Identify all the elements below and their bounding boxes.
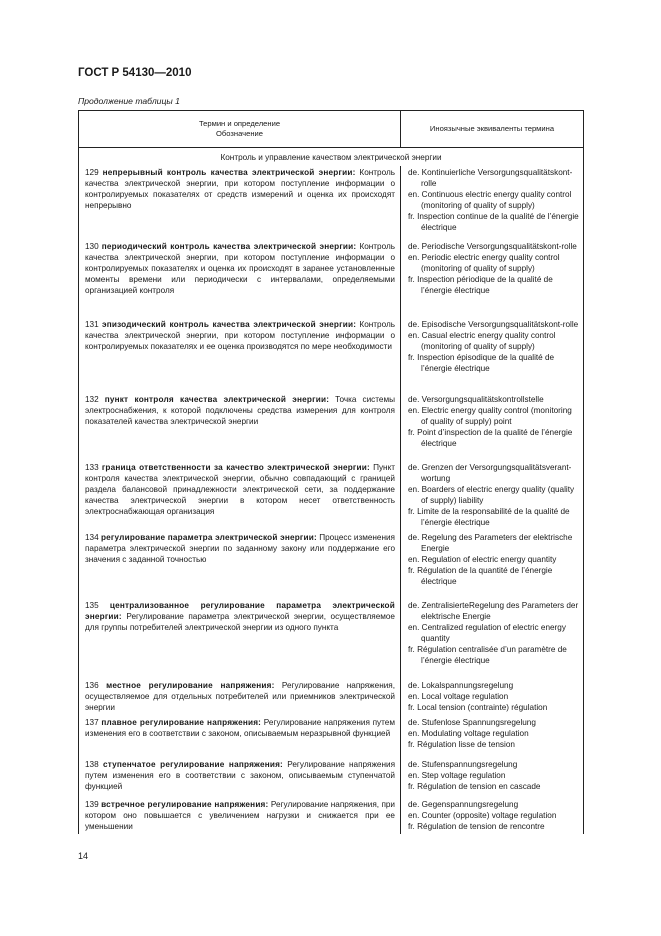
term-number: 131 [85,320,99,330]
table-row [79,240,584,318]
term-definition-cell [79,716,401,758]
foreign-equivalent: de. Lokalspannungsregelung [408,681,514,691]
column-header-term-line: Обозначение [216,129,263,138]
foreign-equivalent: de. Kontinuierliche Versorgungsqualitätskont-rolle [408,168,573,189]
term-name: встречное регулирование напряжения: [101,799,269,809]
foreign-equivalent: en. Continuous electric energy quality control (monitoring of quality of supply) [408,190,572,210]
equivalents-cell [401,318,584,392]
term-number: 133 [85,462,99,472]
term-definition-cell [79,318,401,392]
table-row [79,531,584,599]
foreign-equivalent: fr. Régulation de la quantité de l’énergie électrique [408,566,553,586]
term-definition: Точка системы электроснабжения, к которой подключены средства измерения для контроля показателей качества электрической энергии [85,394,395,426]
equivalents-cell [401,166,584,240]
term-name: регулирование параметра электрической энергии: [100,533,317,543]
term-number: 139 [85,799,99,809]
term-definition-cell [79,240,401,318]
foreign-equivalent: en. Modulating voltage regulation [408,728,529,738]
term-definition: Контроль качества электрической энергии, при котором поступление информации о контролируемых показателях и ее оценка производятся по мере необходимости [85,320,396,352]
equivalents-cell [401,240,584,318]
term-definition-cell [79,679,401,715]
term-name: непрерывный контроль качества электрической энергии: [102,168,356,178]
equivalents-cell [401,599,584,679]
table-row [79,599,584,679]
term-definition: Регулирование напряжения путем изменения его в соответствии с законом, описываемым ступенчатой функцией [85,759,395,791]
foreign-equivalent: fr. Inspection périodique de la qualité de l’énergie électrique [408,275,553,296]
term-name: периодический контроль качества электрической энергии: [101,242,357,252]
term-definition: Регулирование напряжения, при котором оно повышается с увеличением нагрузки и снижается при ее уменьшении [85,799,396,831]
table-row [79,393,584,461]
term-definition-cell [79,166,401,240]
term-name: граница ответственности за качество электрической энергии: [101,462,370,472]
foreign-equivalent: fr. Local tension (contrainte) régulation [408,703,548,713]
column-header-equivalents: Иноязычные эквиваленты термина [401,111,584,148]
term-definition: Регулирование напряжения, осуществляемое для отдельных потребителей или приемников электрической энергии [85,681,395,713]
term-name: плавное регулирование напряжения: [101,717,262,727]
foreign-equivalent: de. ZentralisierteRegelung des Parameters der elektrische Energie [408,601,579,622]
term-definition-cell [79,599,401,679]
table-row [79,798,584,834]
foreign-equivalent: en. Centralized regulation of electric energy quantity [408,623,566,644]
table-row [79,461,584,531]
term-definition: Процесс изменения параметра электрической энергии по заданному закону или поддержание его значения с заданной точностью [85,533,395,565]
table-row [79,318,584,392]
foreign-equivalent: en. Boarders of electric energy quality (quality of supply) liability [408,484,575,505]
term-number: 135 [85,601,99,611]
foreign-equivalent: fr. Inspection continue de la qualité de l’énergie électrique [408,211,579,232]
document-header: ГОСТ Р 54130—2010 [78,67,192,79]
foreign-equivalent: fr. Limite de la responsabilité de la qualité de l’énergie électrique [408,506,570,527]
equivalents-cell [401,393,584,461]
table-row [79,758,584,798]
term-name: пункт контроля качества электрической энергии: [104,394,330,404]
term-definition: Регулирование параметра электрической энергии, осуществляемое для группы потребителей электрической энергии из одного пункта [85,612,395,633]
term-definition: Контроль качества электрической энергии, при котором поступление информации о контролируемых показателях от средств измерений и оценка их происходят непрерывно [85,168,395,210]
foreign-equivalent: en. Electric energy quality control (monitoring of quality of supply) point [408,405,572,426]
term-definition-cell [79,758,401,798]
foreign-equivalent: de. Periodische Versorgungsqualitätskont-rolle [408,242,577,252]
foreign-equivalent: de. Grenzen der Versorgungsqualitätsverant-wortung [408,462,572,483]
column-header-term-line: Термин и определение [198,119,281,129]
term-number: 134 [85,533,99,543]
foreign-equivalent: en. Casual electric energy quality control (monitoring of quality of supply) [408,331,556,352]
term-number: 132 [85,394,99,404]
term-number: 137 [85,717,99,727]
foreign-equivalent: fr. Régulation de tension en cascade [408,781,541,791]
foreign-equivalent: en. Step voltage regulation [408,770,506,780]
term-name: централизованное регулирование параметра электрической энергии: [85,601,395,622]
table-row [79,679,584,715]
foreign-equivalent: en. Counter (opposite) voltage regulation [408,810,557,820]
foreign-equivalent: de. Versorgungsqualitätskontrollstelle [408,394,544,404]
term-number: 129 [85,168,99,178]
term-definition: Контроль качества электрической энергии, при котором поступление информации о контролируемых показателях и оценка их происходят в заранее установленные моменты времени или периодически с интервалами, определяемыми организацией контроля [85,242,396,296]
equivalents-cell [401,531,584,599]
equivalents-cell [401,716,584,758]
foreign-equivalent: de. Gegenspannungsregelung [408,799,519,809]
foreign-equivalent: fr. Point d’inspection de la qualité de l’énergie électrique [408,427,573,448]
term-definition-cell [79,461,401,531]
foreign-equivalent: en. Regulation of electric energy quantity [408,555,557,565]
term-name: эпизодический контроль качества электрической энергии: [101,320,357,330]
term-definition-cell [79,393,401,461]
foreign-equivalent: fr. Régulation centralisée d’un paramètre de l’énergie électrique [408,645,567,666]
table-row [79,716,584,758]
equivalents-cell [401,461,584,531]
terms-table [78,110,584,834]
foreign-equivalent: de. Episodische Versorgungsqualitätskont-rolle [408,320,579,330]
term-name: местное регулирование напряжения: [106,681,275,691]
equivalents-cell [401,679,584,715]
section-title: Контроль и управление качеством электрической энергии [79,148,584,167]
table-row [79,166,584,240]
term-number: 138 [85,759,99,769]
foreign-equivalent: fr. Régulation lisse de tension [408,739,515,749]
equivalents-cell [401,758,584,798]
term-definition: Регулирование напряжения путем изменения его в соответствии с законом, описываемым неразрывной функцией [85,717,395,738]
foreign-equivalent: de. Stufenspannungsregelung [408,759,518,769]
term-number: 136 [85,681,99,691]
foreign-equivalent: de. Stufenlose Spannungsregelung [408,717,536,727]
column-header-term [79,111,401,148]
table-header-row [79,111,584,148]
term-number: 130 [85,242,99,252]
foreign-equivalent: en. Local voltage regulation [408,692,509,702]
table-caption: Продолжение таблицы 1 [78,96,180,106]
equivalents-cell [401,798,584,834]
term-name: ступенчатое регулирование напряжения: [102,759,283,769]
foreign-equivalent: en. Periodic electric energy quality control (monitoring of quality of supply) [408,253,560,274]
page-number: 14 [78,851,89,861]
term-definition-cell [79,531,401,599]
foreign-equivalent: fr. Inspection épisodique de la qualité de l’énergie électrique [408,353,555,374]
foreign-equivalent: fr. Régulation de tension de rencontre [408,821,545,831]
term-definition-cell [79,798,401,834]
foreign-equivalent: de. Regelung des Parameters der elektrische Energie [408,533,573,554]
section-row [79,148,584,167]
term-definition: Пункт контроля качества электрической энергии, обычно совпадающий с границей раздела балансовой принадлежности электрической сети, за поддержание качества электрической энергии в котором несет ответственность электроснабжающая организация [85,462,396,516]
